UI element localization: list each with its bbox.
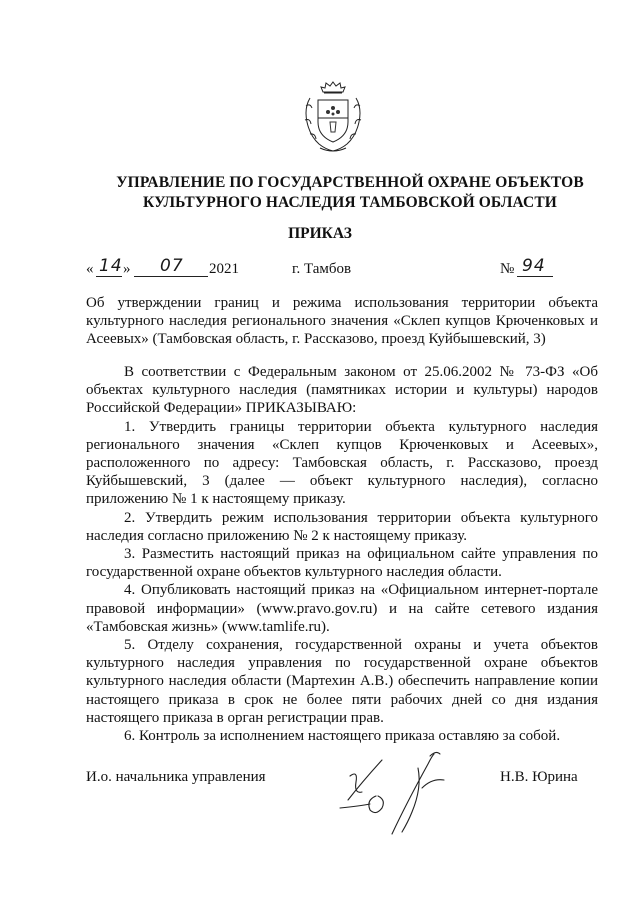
handwritten-signature <box>330 738 470 848</box>
order-item-5: 5. Отделу сохранения, государственной охраны и учета объектов культурного наследия управления по государственной охране объектов культурного наследия области (Мартехин А.В.) обеспечить направление копии настоящего приказа в срок не более пяти рабочих дней со дня издания настоящего приказа в орган регистрации прав. <box>86 637 598 726</box>
date-year: 2021 <box>209 261 239 277</box>
order-item-3: 3. Разместить настоящий приказ на официальном сайте управления по государственной охране объектов культурного наследия области. <box>86 546 598 581</box>
date-open-quote: « <box>86 261 94 277</box>
order-number: 94 <box>522 256 546 276</box>
date-day: 14 <box>99 256 123 276</box>
dateline <box>0 258 640 282</box>
order-item-4: 4. Опубликовать настоящий приказ на «Официальном интернет-портале правовой информации» (www.pravo.gov.ru) и на сайте сетевого издания «Тамбовская жизнь» (www.tamlife.ru). <box>86 582 598 635</box>
number-label: № <box>500 261 515 277</box>
date-close-quote: » <box>123 261 131 277</box>
order-item-1: 1. Утвердить границы территории объекта культурного наследия регионального значения «Склеп купцов Крюченковых и Асеевых», расположенного по адресу: Тамбовская область, г. Рассказово, проезд Куйбышевский, 3 (далее — объект культурного наследия), согласно приложению № 1 к настоящему приказу. <box>86 418 598 508</box>
order-item-6: 6. Контроль за исполнением настоящего приказа оставляю за собой. <box>124 728 561 745</box>
day-underline <box>96 276 122 277</box>
organization-header <box>60 173 640 213</box>
document-type-title: ПРИКАЗ <box>288 225 352 242</box>
coat-of-arms-emblem <box>300 76 366 156</box>
subject: Об утверждении границ и режима использования территории объекта культурного наследия регионального значения «Склеп купцов Крюченковых и Асеевых» (Тамбовская область, г. Рассказово, проезд Куйбышевский, 3) <box>86 295 598 347</box>
organization-line-2: КУЛЬТУРНОГО НАСЛЕДИЯ ТАМБОВСКОЙ ОБЛАСТИ <box>143 194 557 211</box>
order-body <box>86 363 598 745</box>
organization-line-1: УПРАВЛЕНИЕ ПО ГОСУДАРСТВЕННОЙ ОХРАНЕ ОБЪЕКТОВ <box>116 174 584 191</box>
order-item-2: 2. Утвердить режим использования территории объекта культурного наследия согласно приложению № 2 к настоящему приказу. <box>86 509 598 544</box>
date-month: 07 <box>160 256 184 276</box>
number-underline <box>517 276 553 277</box>
month-underline <box>134 276 208 277</box>
signatory-name: Н.В. Юрина <box>500 769 578 785</box>
city: г. Тамбов <box>292 261 352 277</box>
signatory-position: И.о. начальника управления <box>86 769 266 785</box>
intro-paragraph: В соответствии с Федеральным законом от 25.06.2002 № 73-ФЗ «Об объектах культурного наследия (памятниках истории и культуры) народов Российской Федерации» ПРИКАЗЫВАЮ: <box>86 364 598 417</box>
